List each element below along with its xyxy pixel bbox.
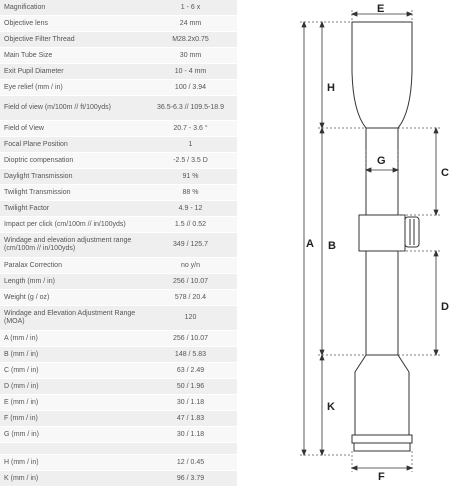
spec-value: 91 % (182, 172, 199, 180)
spec-row (0, 455, 237, 471)
spec-label: Windage and Elevation Adjustment Range (MOA) (4, 310, 136, 325)
spec-label: Windage and elevation adjustment range (cm/100m // in/100yds) (4, 237, 132, 252)
spec-value: 1 - 6 x (180, 3, 201, 11)
spec-value: 88 % (182, 188, 199, 196)
spec-label: Field of View (4, 124, 44, 132)
spec-label: Exit Pupil Diameter (4, 67, 64, 75)
spec-row (0, 169, 237, 185)
spec-row (0, 274, 237, 290)
spec-value: 30 mm (179, 51, 202, 59)
spec-label: Dioptric compensation (4, 156, 74, 164)
spec-value: 63 / 2.49 (176, 366, 205, 374)
spec-row (0, 0, 237, 16)
spec-row (0, 306, 237, 331)
spec-label: Objective lens (4, 19, 48, 27)
spec-row (0, 471, 237, 487)
spec-label: G (mm / in) (4, 430, 39, 438)
spec-label: Impact per click (cm/100m // in/100yds) (4, 220, 126, 228)
spec-row (0, 217, 237, 233)
dim-label-c: C (441, 167, 449, 179)
dim-label-g: G (377, 155, 386, 167)
spec-row (0, 427, 237, 443)
spec-label: Magnification (4, 3, 46, 11)
spec-value: 47 / 1.83 (176, 414, 205, 422)
spec-label: Objective Filter Thread (4, 35, 75, 43)
spec-row (0, 16, 237, 32)
spec-row (0, 443, 237, 455)
spec-label: E (mm / in) (4, 398, 39, 406)
spec-row (0, 121, 237, 137)
spec-value: 50 / 1.96 (176, 382, 205, 390)
spec-row (0, 201, 237, 217)
spec-value: 10 - 4 mm (174, 67, 207, 75)
spec-label: Paralax Correction (4, 261, 62, 269)
spec-value: 120 (184, 314, 197, 321)
dim-label-e: E (377, 3, 385, 15)
spec-row (0, 137, 237, 153)
spec-row (0, 185, 237, 201)
spec-row (0, 411, 237, 427)
spec-label: Twilight Transmission (4, 188, 71, 196)
spec-label: B (mm / in) (4, 350, 39, 358)
spec-row (0, 32, 237, 48)
spec-label: Eye relief (mm / in) (4, 83, 63, 91)
spec-value: 256 / 10.07 (172, 334, 209, 342)
spec-row (0, 153, 237, 169)
spec-row (0, 347, 237, 363)
spec-row (0, 363, 237, 379)
dim-label-k: K (327, 401, 335, 413)
scope-dimension-diagram (296, 0, 453, 488)
spec-value: 100 / 3.94 (174, 83, 207, 91)
spec-value: -2.5 / 3.5 D (173, 156, 208, 164)
spec-row (0, 258, 237, 274)
spec-label: F (mm / in) (4, 414, 38, 422)
dim-label-d: D (441, 301, 449, 313)
spec-value: 30 / 1.18 (176, 430, 205, 438)
spec-row (0, 96, 237, 121)
spec-label: Field of view (m/100m // ft/100yds) (4, 104, 111, 111)
spec-value: 1 (188, 140, 193, 148)
spec-value: M28.2x0.75 (172, 35, 209, 43)
spec-row (0, 48, 237, 64)
spec-row (0, 233, 237, 258)
spec-value: 30 / 1.18 (176, 398, 205, 406)
spec-label: Focal Plane Position (4, 140, 68, 148)
spec-value: no y/n (180, 261, 201, 269)
spec-label: D (mm / in) (4, 382, 39, 390)
spec-label: Daylight Transmission (4, 172, 73, 180)
spec-row (0, 290, 237, 306)
spec-label: Length (mm / in) (4, 277, 55, 285)
spec-row (0, 395, 237, 411)
spec-label: H (mm / in) (4, 458, 39, 466)
spec-label: Weight (g / oz) (4, 293, 50, 301)
spec-value: 36.5-6.3 // 109.5-18.9 (157, 104, 224, 111)
spec-row (0, 379, 237, 395)
spec-label: C (mm / in) (4, 366, 39, 374)
spec-value: 349 / 125.7 (172, 241, 209, 248)
spec-label: K (mm / in) (4, 474, 39, 482)
spec-label: Main Tube Size (4, 51, 53, 59)
spec-value: 256 / 10.07 (172, 277, 209, 285)
spec-label: Twilight Factor (4, 204, 50, 212)
spec-label: A (mm / in) (4, 334, 38, 342)
spec-value: 578 / 20.4 (174, 293, 207, 301)
dim-label-h: H (327, 82, 335, 94)
dim-label-b: B (328, 240, 336, 252)
spec-value: 148 / 5.83 (174, 350, 207, 358)
spec-value: 24 mm (179, 19, 202, 27)
spec-value: 20.7 - 3.6 ° (173, 124, 208, 132)
spec-value: 96 / 3.79 (176, 474, 205, 482)
dim-label-f: F (378, 471, 385, 483)
spec-row (0, 80, 237, 96)
spec-value: 4.9 - 12 (178, 204, 203, 212)
spec-row (0, 331, 237, 347)
dim-label-a: A (306, 238, 314, 250)
spec-value: 1.5 // 0.52 (174, 220, 207, 228)
spec-row (0, 64, 237, 80)
spec-value: 12 / 0.45 (176, 458, 205, 466)
